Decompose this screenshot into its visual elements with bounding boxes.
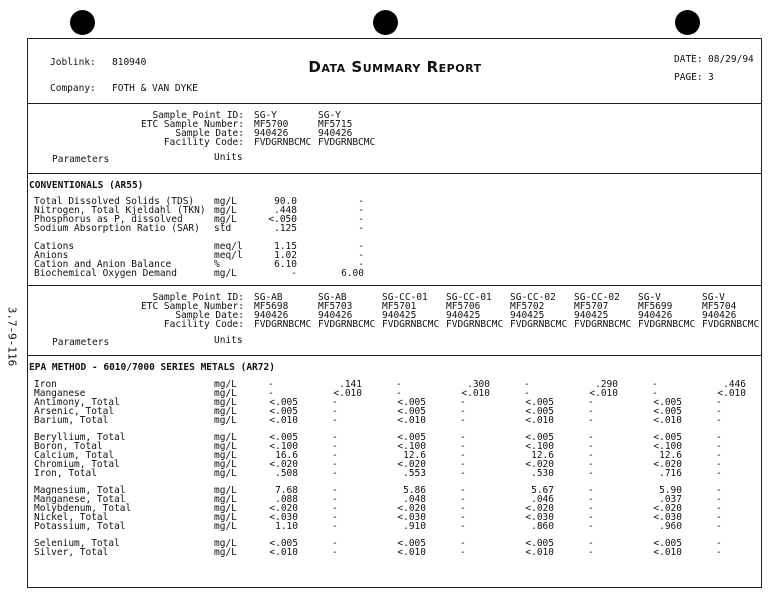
value-cell: -	[358, 223, 364, 234]
block2-divider	[27, 355, 762, 356]
value-cell: -	[460, 406, 466, 417]
sample-point-cell: SG-CC-01	[446, 292, 492, 303]
parameter-name: Anions	[34, 250, 69, 261]
value-cell: -	[460, 503, 466, 514]
value-cell: -	[291, 268, 297, 279]
value-cell: -	[332, 485, 338, 496]
value-cell: <.005	[653, 406, 682, 417]
value-cell: -	[358, 205, 364, 216]
value-cell: -	[716, 468, 722, 479]
value-cell: -	[460, 415, 466, 426]
value-cell: <.005	[525, 397, 554, 408]
sample-number-label: ETC Sample Number:	[141, 119, 244, 130]
joblink-label: Joblink:	[50, 57, 96, 68]
value-cell: <.005	[397, 432, 426, 443]
value-cell: -	[716, 494, 722, 505]
unit-cell: mg/L	[214, 205, 237, 216]
value-cell: <.005	[397, 397, 426, 408]
unit-cell: mg/L	[214, 468, 237, 479]
value-cell: -	[716, 441, 722, 452]
value-cell: -	[524, 379, 530, 390]
value-cell: -	[588, 538, 594, 549]
sample-facility-cell: FVDGRNBCMC	[702, 319, 760, 330]
value-cell: -	[268, 388, 274, 399]
value-cell: <.100	[525, 441, 554, 452]
sample-point-cell: SG-AB	[254, 292, 283, 303]
block1-divider	[27, 173, 762, 174]
unit-cell: mg/L	[214, 547, 237, 558]
parameters-header: Parameters	[52, 154, 110, 165]
value-cell: .448	[274, 205, 297, 216]
section-title-conventionals: CONVENTIONALS (AR55)	[29, 180, 144, 191]
value-cell: <.030	[397, 512, 426, 523]
value-cell: <.005	[269, 406, 298, 417]
unit-cell: mg/L	[214, 503, 237, 514]
value-cell: .046	[531, 494, 554, 505]
sample-number-cell: MF5702	[510, 301, 545, 312]
value-cell: .125	[274, 223, 297, 234]
value-cell: <.020	[397, 459, 426, 470]
value-cell: -	[716, 547, 722, 558]
value-cell: -	[358, 241, 364, 252]
value-cell: 1.10	[275, 521, 298, 532]
value-cell: -	[332, 450, 338, 461]
value-cell: -	[358, 250, 364, 261]
value-cell: <.100	[269, 441, 298, 452]
value-cell: .910	[403, 521, 426, 532]
parameter-name: Chromium, Total	[34, 459, 120, 470]
sample-number-cell: MF5706	[446, 301, 481, 312]
parameter-name: Iron	[34, 379, 57, 390]
parameter-name: Barium, Total	[34, 415, 109, 426]
unit-cell: mg/L	[214, 406, 237, 417]
value-cell: <.005	[397, 538, 426, 549]
sample-date-cell: 940426	[318, 128, 353, 139]
units-header: Units	[214, 152, 243, 163]
value-cell: -	[652, 388, 658, 399]
sample-date-cell: 940425	[574, 310, 609, 321]
value-cell: <.020	[269, 459, 298, 470]
value-cell: <.020	[653, 503, 682, 514]
value-cell: -	[332, 406, 338, 417]
value-cell: <.005	[397, 406, 426, 417]
sample-facility-cell: FVDGRNBCMC	[446, 319, 504, 330]
sample-point-label-2: Sample Point ID:	[152, 292, 244, 303]
sample-number-cell: MF5701	[382, 301, 417, 312]
value-cell: -	[332, 503, 338, 514]
value-cell: <.010	[653, 547, 682, 558]
value-cell: -	[652, 379, 658, 390]
facility-code-label: Facility Code:	[163, 137, 244, 148]
value-cell: -	[460, 432, 466, 443]
parameter-name: Total Dissolved Solids (TDS)	[34, 196, 195, 207]
value-cell: 12.6	[659, 450, 682, 461]
unit-cell: mg/L	[214, 521, 237, 532]
value-cell: -	[396, 388, 402, 399]
value-cell: -	[396, 379, 402, 390]
parameter-name: Boron, Total	[34, 441, 103, 452]
value-cell: -	[332, 538, 338, 549]
parameter-name: Magnesium, Total	[34, 485, 126, 496]
value-cell: .088	[275, 494, 298, 505]
unit-cell: mg/L	[214, 196, 237, 207]
value-cell: -	[716, 432, 722, 443]
sample-date-label-2: Sample Date:	[175, 310, 244, 321]
unit-cell: mg/L	[214, 432, 237, 443]
parameter-name: Phosphorus as P, dissolved	[34, 214, 183, 225]
block1-bottom-divider	[27, 285, 762, 286]
value-cell: .960	[659, 521, 682, 532]
unit-cell: mg/L	[214, 214, 237, 225]
value-cell: <.020	[269, 503, 298, 514]
sample-number-cell: MF5698	[254, 301, 289, 312]
value-cell: -	[332, 459, 338, 470]
value-cell: .037	[659, 494, 682, 505]
value-cell: <.020	[525, 503, 554, 514]
value-cell: -	[588, 459, 594, 470]
value-cell: <.050	[268, 214, 297, 225]
sample-point-cell: SG-CC-01	[382, 292, 428, 303]
value-cell: -	[460, 468, 466, 479]
sample-facility-cell: FVDGRNBCMC	[574, 319, 632, 330]
value-cell: -	[460, 397, 466, 408]
value-cell: -	[460, 521, 466, 532]
value-cell: <.010	[397, 547, 426, 558]
value-cell: -	[460, 538, 466, 549]
value-cell: -	[716, 406, 722, 417]
value-cell: -	[588, 503, 594, 514]
sample-point-cell: SG-V	[702, 292, 725, 303]
sample-facility-cell: FVDGRNBCMC	[510, 319, 568, 330]
value-cell: 5.86	[403, 485, 426, 496]
value-cell: .290	[595, 379, 618, 390]
value-cell: .530	[531, 468, 554, 479]
value-cell: -	[716, 512, 722, 523]
value-cell: <.030	[525, 512, 554, 523]
value-cell: <.005	[653, 432, 682, 443]
unit-cell: mg/L	[214, 415, 237, 426]
sample-facility-cell: FVDGRNBCMC	[254, 137, 312, 148]
unit-cell: meq/l	[214, 250, 243, 261]
value-cell: -	[332, 547, 338, 558]
value-cell: <.010	[653, 415, 682, 426]
unit-cell: mg/L	[214, 512, 237, 523]
punch-hole-center	[373, 10, 398, 35]
sample-facility-cell: FVDGRNBCMC	[318, 137, 376, 148]
sample-date-cell: 940426	[638, 310, 673, 321]
sample-number-cell: MF5699	[638, 301, 673, 312]
parameter-name: Potassium, Total	[34, 521, 126, 532]
value-cell: <.100	[653, 441, 682, 452]
value-cell: 16.6	[275, 450, 298, 461]
unit-cell: mg/L	[214, 441, 237, 452]
value-cell: <.100	[397, 441, 426, 452]
value-cell: -	[588, 547, 594, 558]
unit-cell: meq/l	[214, 241, 243, 252]
value-cell: -	[588, 521, 594, 532]
sample-facility-cell: FVDGRNBCMC	[318, 319, 376, 330]
value-cell: -	[588, 494, 594, 505]
unit-cell: mg/L	[214, 388, 237, 399]
parameter-name: Selenium, Total	[34, 538, 120, 549]
parameter-name: Silver, Total	[34, 547, 109, 558]
sample-facility-cell: FVDGRNBCMC	[382, 319, 440, 330]
value-cell: -	[588, 468, 594, 479]
unit-cell: %	[214, 259, 220, 270]
sample-point-cell: SG-Y	[318, 110, 341, 121]
sample-number-cell: MF5715	[318, 119, 353, 130]
value-cell: 7.68	[275, 485, 298, 496]
value-cell: -	[716, 521, 722, 532]
unit-cell: mg/L	[214, 268, 237, 279]
value-cell: -	[588, 397, 594, 408]
value-cell: -	[358, 259, 364, 270]
value-cell: -	[332, 441, 338, 452]
sample-point-label: Sample Point ID:	[152, 110, 244, 121]
value-cell: -	[588, 485, 594, 496]
joblink-value: 810940	[112, 57, 147, 68]
value-cell: 12.6	[531, 450, 554, 461]
value-cell: .553	[403, 468, 426, 479]
value-cell: -	[332, 521, 338, 532]
parameter-name: Manganese, Total	[34, 494, 126, 505]
value-cell: -	[716, 503, 722, 514]
value-cell: -	[716, 538, 722, 549]
company-label: Company:	[50, 83, 96, 94]
sample-date-cell: 940426	[318, 310, 353, 321]
sample-date-cell: 940426	[254, 310, 289, 321]
value-cell: 5.67	[531, 485, 554, 496]
sample-number-cell: MF5703	[318, 301, 353, 312]
parameter-name: Calcium, Total	[34, 450, 115, 461]
value-cell: <.020	[397, 503, 426, 514]
value-cell: .048	[403, 494, 426, 505]
value-cell: <.020	[653, 459, 682, 470]
sample-point-cell: SG-CC-02	[574, 292, 620, 303]
value-cell: -	[716, 450, 722, 461]
value-cell: -	[460, 459, 466, 470]
value-cell: -	[716, 459, 722, 470]
side-page-mark: 3.7-9-116	[5, 306, 19, 367]
sample-point-cell: SG-Y	[254, 110, 277, 121]
sample-point-cell: SG-AB	[318, 292, 347, 303]
parameter-name: Cations	[34, 241, 75, 252]
date-label: DATE:	[674, 54, 703, 65]
sample-number-cell: MF5707	[574, 301, 609, 312]
value-cell: <.005	[653, 397, 682, 408]
value-cell: 90.0	[274, 196, 297, 207]
unit-cell: mg/L	[214, 538, 237, 549]
sample-date-cell: 940425	[382, 310, 417, 321]
value-cell: 6.10	[274, 259, 297, 270]
value-cell: -	[268, 379, 274, 390]
facility-code-label-2: Facility Code:	[163, 319, 244, 330]
value-cell: -	[332, 468, 338, 479]
parameter-name: Nickel, Total	[34, 512, 109, 523]
parameter-name: Biochemical Oxygen Demand	[34, 268, 177, 279]
value-cell: .860	[531, 521, 554, 532]
value-cell: 12.6	[403, 450, 426, 461]
value-cell: -	[588, 450, 594, 461]
value-cell: -	[332, 432, 338, 443]
punch-hole-right	[675, 10, 700, 35]
unit-cell: mg/L	[214, 459, 237, 470]
unit-cell: std	[214, 223, 232, 234]
unit-cell: mg/L	[214, 485, 237, 496]
value-cell: -	[716, 485, 722, 496]
punch-hole-left	[70, 10, 95, 35]
value-cell: <.010	[461, 388, 490, 399]
value-cell: <.005	[269, 538, 298, 549]
value-cell: <.010	[269, 547, 298, 558]
value-cell: <.030	[653, 512, 682, 523]
date-value: 08/29/94	[708, 54, 754, 65]
value-cell: -	[358, 214, 364, 225]
unit-cell: mg/L	[214, 494, 237, 505]
value-cell: -	[358, 196, 364, 207]
value-cell: -	[460, 450, 466, 461]
value-cell: -	[460, 512, 466, 523]
value-cell: -	[588, 432, 594, 443]
sample-facility-cell: FVDGRNBCMC	[254, 319, 312, 330]
value-cell: .716	[659, 468, 682, 479]
value-cell: <.005	[525, 432, 554, 443]
parameter-name: Arsenic, Total	[34, 406, 115, 417]
page-number-label: PAGE:	[674, 72, 703, 83]
value-cell: <.005	[525, 538, 554, 549]
value-cell: 1.02	[274, 250, 297, 261]
value-cell: <.010	[397, 415, 426, 426]
value-cell: -	[460, 441, 466, 452]
unit-cell: mg/L	[214, 397, 237, 408]
sample-date-cell: 940426	[702, 310, 737, 321]
value-cell: -	[332, 397, 338, 408]
section-title-metals: EPA METHOD - 6010/7000 SERIES METALS (AR72)	[29, 362, 275, 373]
value-cell: -	[460, 547, 466, 558]
value-cell: -	[332, 494, 338, 505]
unit-cell: mg/L	[214, 450, 237, 461]
value-cell: 1.15	[274, 241, 297, 252]
value-cell: -	[460, 494, 466, 505]
units-header-2: Units	[214, 335, 243, 346]
parameters-header-2: Parameters	[52, 337, 110, 348]
value-cell: <.030	[269, 512, 298, 523]
parameter-name: Iron, Total	[34, 468, 97, 479]
page-number-value: 3	[708, 72, 714, 83]
value-cell: 6.00	[341, 268, 364, 279]
value-cell: <.010	[525, 547, 554, 558]
value-cell: .300	[467, 379, 490, 390]
sample-point-cell: SG-V	[638, 292, 661, 303]
company-value: FOTH & VAN DYKE	[112, 83, 198, 94]
value-cell: .508	[275, 468, 298, 479]
sample-date-cell: 940425	[446, 310, 481, 321]
value-cell: -	[332, 512, 338, 523]
value-cell: -	[588, 512, 594, 523]
value-cell: <.010	[333, 388, 362, 399]
parameter-name: Nitrogen, Total Kjeldahl (TKN)	[34, 205, 206, 216]
value-cell: 5.90	[659, 485, 682, 496]
sample-date-cell: 940426	[254, 128, 289, 139]
value-cell: -	[588, 415, 594, 426]
parameter-name: Sodium Absorption Ratio (SAR)	[34, 223, 200, 234]
value-cell: .446	[723, 379, 746, 390]
parameter-name: Cation and Anion Balance	[34, 259, 172, 270]
header-divider	[27, 103, 762, 104]
value-cell: <.010	[717, 388, 746, 399]
value-cell: <.020	[525, 459, 554, 470]
value-cell: -	[524, 388, 530, 399]
parameter-name: Antimony, Total	[34, 397, 120, 408]
value-cell: <.005	[525, 406, 554, 417]
parameter-name: Molybdenum, Total	[34, 503, 132, 514]
sample-date-label: Sample Date:	[175, 128, 244, 139]
value-cell: -	[716, 397, 722, 408]
value-cell: -	[588, 441, 594, 452]
sample-number-cell: MF5700	[254, 119, 289, 130]
sample-number-label-2: ETC Sample Number:	[141, 301, 244, 312]
value-cell: -	[332, 415, 338, 426]
value-cell: -	[460, 485, 466, 496]
parameter-name: Manganese	[34, 388, 86, 399]
value-cell: <.005	[653, 538, 682, 549]
value-cell: <.010	[269, 415, 298, 426]
sample-date-cell: 940425	[510, 310, 545, 321]
value-cell: <.005	[269, 397, 298, 408]
unit-cell: mg/L	[214, 379, 237, 390]
page-title: Data Summary Report	[308, 58, 482, 76]
sample-point-cell: SG-CC-02	[510, 292, 556, 303]
value-cell: -	[588, 406, 594, 417]
sample-number-cell: MF5704	[702, 301, 737, 312]
sample-facility-cell: FVDGRNBCMC	[638, 319, 696, 330]
value-cell: <.005	[269, 432, 298, 443]
value-cell: <.010	[525, 415, 554, 426]
value-cell: -	[716, 415, 722, 426]
value-cell: <.010	[589, 388, 618, 399]
parameter-name: Beryllium, Total	[34, 432, 126, 443]
value-cell: .141	[339, 379, 362, 390]
